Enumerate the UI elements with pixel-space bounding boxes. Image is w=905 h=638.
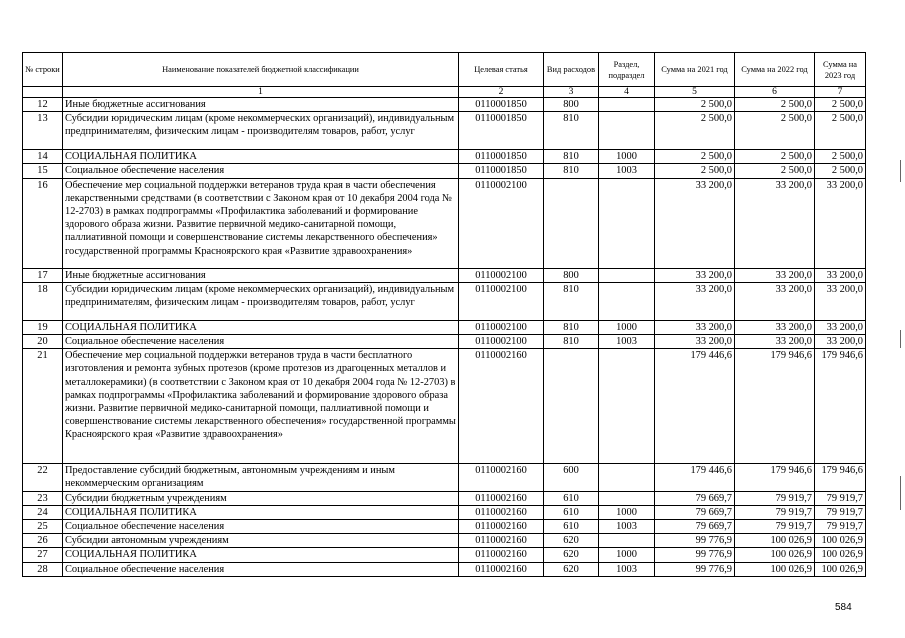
target-article: 0110002100	[459, 268, 544, 282]
target-article: 0110002160	[459, 548, 544, 562]
expense-type: 810	[544, 335, 599, 349]
sum-2023: 79 919,7	[815, 491, 866, 505]
header-indicator-name: Наименование показателей бюджетной классификации	[63, 53, 459, 87]
indicator-name: Субсидии бюджетным учреждениям	[63, 491, 459, 505]
indicator-name: Социальное обеспечение населения	[63, 520, 459, 534]
expense-type: 810	[544, 282, 599, 320]
indicator-name: СОЦИАЛЬНАЯ ПОЛИТИКА	[63, 320, 459, 334]
table-row	[23, 349, 866, 464]
table-row	[23, 268, 866, 282]
sum-2021: 33 200,0	[655, 282, 735, 320]
indicator-name: СОЦИАЛЬНАЯ ПОЛИТИКА	[63, 505, 459, 519]
sum-2022: 2 500,0	[735, 112, 815, 150]
expense-type: 800	[544, 268, 599, 282]
column-index: 1	[63, 87, 459, 98]
indicator-name: Социальное обеспечение населения	[63, 164, 459, 178]
section-code: 1003	[599, 335, 655, 349]
target-article: 0110002160	[459, 520, 544, 534]
column-index: 2	[459, 87, 544, 98]
target-article: 0110001850	[459, 150, 544, 164]
row-number: 19	[23, 320, 63, 334]
row-number: 12	[23, 98, 63, 112]
table-row	[23, 520, 866, 534]
sum-2023: 2 500,0	[815, 164, 866, 178]
section-code	[599, 98, 655, 112]
target-article: 0110002100	[459, 335, 544, 349]
budget-table	[22, 52, 866, 577]
indicator-name: Социальное обеспечение населения	[63, 335, 459, 349]
table-row	[23, 491, 866, 505]
table-row	[23, 335, 866, 349]
target-article: 0110002100	[459, 178, 544, 268]
section-code: 1003	[599, 520, 655, 534]
indicator-name: Предоставление субсидий бюджетным, автономным учреждениям и иным некоммерческим организациям	[63, 464, 459, 491]
row-number: 25	[23, 520, 63, 534]
table-row	[23, 164, 866, 178]
sum-2021: 179 446,6	[655, 464, 735, 491]
expense-type: 610	[544, 520, 599, 534]
target-article: 0110002160	[459, 491, 544, 505]
sum-2023: 100 026,9	[815, 562, 866, 576]
table-row	[23, 178, 866, 268]
target-article: 0110002100	[459, 320, 544, 334]
row-number: 23	[23, 491, 63, 505]
indicator-name: Субсидии автономным учреждениям	[63, 534, 459, 548]
sum-2022: 79 919,7	[735, 520, 815, 534]
row-number: 26	[23, 534, 63, 548]
sum-2023: 179 946,6	[815, 464, 866, 491]
indicator-name: Иные бюджетные ассигнования	[63, 98, 459, 112]
table-row	[23, 464, 866, 491]
table-row	[23, 112, 866, 150]
expense-type: 620	[544, 534, 599, 548]
sum-2021: 2 500,0	[655, 150, 735, 164]
sum-2023: 33 200,0	[815, 335, 866, 349]
table-row	[23, 320, 866, 334]
sum-2021: 99 776,9	[655, 534, 735, 548]
sum-2022: 2 500,0	[735, 150, 815, 164]
expense-type: 800	[544, 98, 599, 112]
header-section: Раздел, подраздел	[599, 53, 655, 87]
sum-2022: 79 919,7	[735, 505, 815, 519]
row-number: 16	[23, 178, 63, 268]
header-sum-2021: Сумма на 2021 год	[655, 53, 735, 87]
sum-2022: 179 946,6	[735, 349, 815, 464]
target-article: 0110001850	[459, 98, 544, 112]
section-code	[599, 268, 655, 282]
header-target-article: Целевая статья	[459, 53, 544, 87]
sum-2023: 179 946,6	[815, 349, 866, 464]
row-number: 14	[23, 150, 63, 164]
target-article: 0110002160	[459, 534, 544, 548]
sum-2023: 33 200,0	[815, 320, 866, 334]
section-code	[599, 349, 655, 464]
column-index	[23, 87, 63, 98]
sum-2023: 79 919,7	[815, 505, 866, 519]
expense-type: 620	[544, 548, 599, 562]
target-article: 0110002100	[459, 282, 544, 320]
indicator-name: Обеспечение мер социальной поддержки ветеранов труда края в части обеспечения лекарственными средствами (в соответствии с Законом края от 10 декабря 2004 года № 12-2703) в рамках подпрограммы «Профилактика заболеваний и формирование здорового образа жизни. Развитие первичной медико-санитарной помощи, паллиативной помощи и совершенствование системы лекарственного обеспечения» государственной программы Красноярского края «Развитие здравоохранения»	[63, 178, 459, 268]
sum-2021: 79 669,7	[655, 491, 735, 505]
target-article: 0110002160	[459, 464, 544, 491]
sum-2021: 2 500,0	[655, 98, 735, 112]
sum-2021: 33 200,0	[655, 335, 735, 349]
sum-2021: 2 500,0	[655, 164, 735, 178]
sum-2023: 79 919,7	[815, 520, 866, 534]
sum-2022: 33 200,0	[735, 268, 815, 282]
table-row	[23, 150, 866, 164]
indicator-name: СОЦИАЛЬНАЯ ПОЛИТИКА	[63, 150, 459, 164]
section-code: 1000	[599, 150, 655, 164]
sum-2022: 100 026,9	[735, 562, 815, 576]
sum-2022: 33 200,0	[735, 282, 815, 320]
table-row	[23, 562, 866, 576]
target-article: 0110001850	[459, 112, 544, 150]
section-code: 1000	[599, 505, 655, 519]
scan-edge-mark	[900, 160, 901, 182]
row-number: 15	[23, 164, 63, 178]
sum-2023: 100 026,9	[815, 534, 866, 548]
section-code	[599, 534, 655, 548]
sum-2021: 99 776,9	[655, 562, 735, 576]
header-expense-type: Вид расходов	[544, 53, 599, 87]
expense-type	[544, 349, 599, 464]
row-number: 18	[23, 282, 63, 320]
section-code	[599, 464, 655, 491]
indicator-name: Обеспечение мер социальной поддержки ветеранов труда в части бесплатного изготовления и ремонта зубных протезов (кроме протезов из драгоценных металлов и металлокерамики) (в соответствии с Законом края от 10 декабря 2004 года № 12-2703) в рамках подпрограммы «Профилактика заболеваний и формирование здорового образа жизни. Развитие первичной медико-санитарной помощи, паллиативной помощи и совершенствование системы лекарственного обеспечения» государственной программы Красноярского края «Развитие здравоохранения»	[63, 349, 459, 464]
table-row	[23, 505, 866, 519]
indicator-name: Субсидии юридическим лицам (кроме некоммерческих организаций), индивидуальным предпринимателям, физическим лицам - производителям товаров, работ, услуг	[63, 282, 459, 320]
section-code	[599, 112, 655, 150]
page-number: 584	[835, 602, 852, 613]
section-code	[599, 491, 655, 505]
expense-type: 810	[544, 164, 599, 178]
row-number: 21	[23, 349, 63, 464]
row-number: 27	[23, 548, 63, 562]
sum-2022: 2 500,0	[735, 98, 815, 112]
target-article: 0110002160	[459, 505, 544, 519]
sum-2022: 33 200,0	[735, 178, 815, 268]
expense-type: 600	[544, 464, 599, 491]
indicator-name: СОЦИАЛЬНАЯ ПОЛИТИКА	[63, 548, 459, 562]
column-index: 7	[815, 87, 866, 98]
sum-2022: 100 026,9	[735, 534, 815, 548]
table-row	[23, 282, 866, 320]
indicator-name: Социальное обеспечение населения	[63, 562, 459, 576]
column-index: 5	[655, 87, 735, 98]
target-article: 0110002160	[459, 349, 544, 464]
expense-type: 810	[544, 150, 599, 164]
scan-edge-mark	[900, 476, 901, 510]
column-index-row	[23, 87, 866, 98]
indicator-name: Субсидии юридическим лицам (кроме некоммерческих организаций), индивидуальным предпринимателям, физическим лицам - производителям товаров, работ, услуг	[63, 112, 459, 150]
header-sum-2022: Сумма на 2022 год	[735, 53, 815, 87]
sum-2021: 79 669,7	[655, 505, 735, 519]
row-number: 22	[23, 464, 63, 491]
sum-2023: 33 200,0	[815, 268, 866, 282]
column-index: 3	[544, 87, 599, 98]
sum-2023: 100 026,9	[815, 548, 866, 562]
row-number: 17	[23, 268, 63, 282]
scan-edge-mark	[900, 330, 901, 348]
row-number: 20	[23, 335, 63, 349]
sum-2021: 179 446,6	[655, 349, 735, 464]
sum-2021: 79 669,7	[655, 520, 735, 534]
sum-2023: 2 500,0	[815, 98, 866, 112]
expense-type: 620	[544, 562, 599, 576]
header-row-number: № строки	[23, 53, 63, 87]
sum-2023: 33 200,0	[815, 178, 866, 268]
section-code: 1000	[599, 548, 655, 562]
section-code	[599, 178, 655, 268]
row-number: 24	[23, 505, 63, 519]
expense-type: 810	[544, 320, 599, 334]
sum-2022: 33 200,0	[735, 335, 815, 349]
indicator-name: Иные бюджетные ассигнования	[63, 268, 459, 282]
expense-type	[544, 178, 599, 268]
target-article: 0110001850	[459, 164, 544, 178]
table-row	[23, 98, 866, 112]
sum-2021: 99 776,9	[655, 548, 735, 562]
sum-2022: 79 919,7	[735, 491, 815, 505]
header-row	[23, 53, 866, 87]
section-code	[599, 282, 655, 320]
row-number: 13	[23, 112, 63, 150]
expense-type: 810	[544, 112, 599, 150]
sum-2021: 2 500,0	[655, 112, 735, 150]
row-number: 28	[23, 562, 63, 576]
section-code: 1003	[599, 164, 655, 178]
expense-type: 610	[544, 491, 599, 505]
sum-2023: 2 500,0	[815, 112, 866, 150]
sum-2022: 100 026,9	[735, 548, 815, 562]
table-row	[23, 548, 866, 562]
sum-2021: 33 200,0	[655, 320, 735, 334]
column-index: 6	[735, 87, 815, 98]
sum-2021: 33 200,0	[655, 178, 735, 268]
sum-2021: 33 200,0	[655, 268, 735, 282]
sum-2023: 2 500,0	[815, 150, 866, 164]
target-article: 0110002160	[459, 562, 544, 576]
expense-type: 610	[544, 505, 599, 519]
sum-2022: 2 500,0	[735, 164, 815, 178]
sum-2022: 179 946,6	[735, 464, 815, 491]
sum-2022: 33 200,0	[735, 320, 815, 334]
table-row	[23, 534, 866, 548]
column-index: 4	[599, 87, 655, 98]
table-body	[23, 98, 866, 577]
section-code: 1000	[599, 320, 655, 334]
sum-2023: 33 200,0	[815, 282, 866, 320]
header-sum-2023: Сумма на 2023 год	[815, 53, 866, 87]
section-code: 1003	[599, 562, 655, 576]
